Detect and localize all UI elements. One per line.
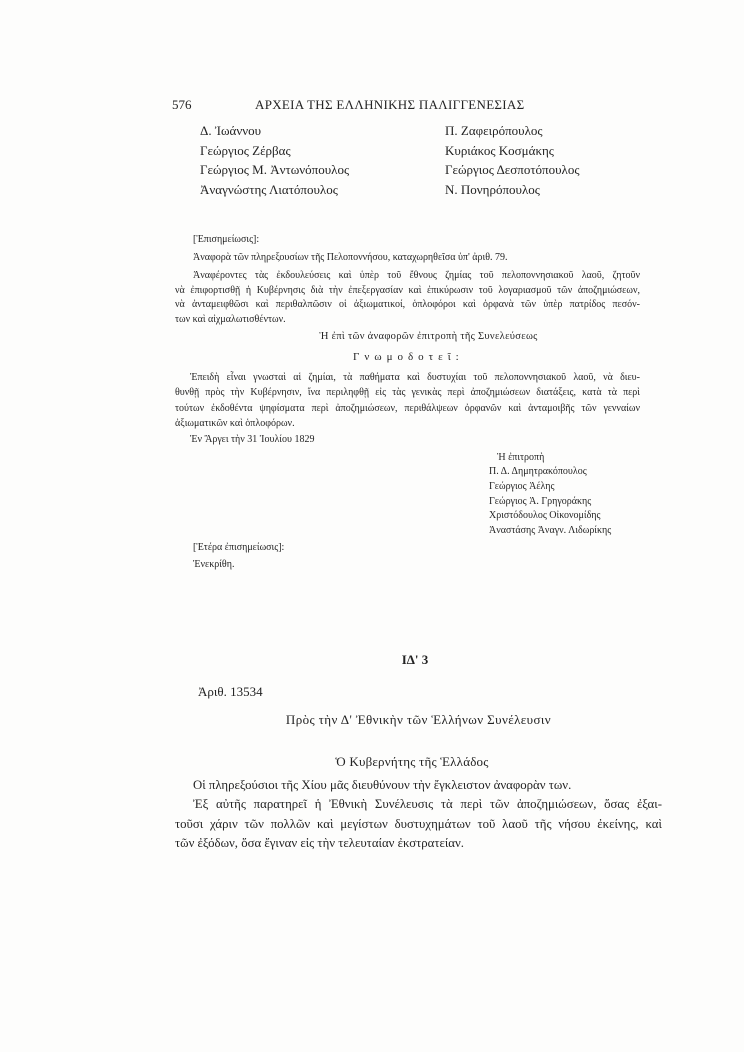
word: διευ- (620, 371, 640, 383)
word: τὰς (392, 387, 406, 399)
word: τῶν (557, 284, 573, 296)
word: τῶν (581, 402, 597, 414)
word: ἀνταμειφθῶσι (191, 299, 249, 311)
committee-member: Ἀναστάσης Ἀναγν. Λιδωρίκης (489, 525, 612, 537)
signatory-name: Π. Ζαφειρόπουλος (445, 123, 543, 138)
word: παθήματα (359, 371, 400, 383)
word: παρατηρεῖ (253, 797, 307, 812)
word: τῶν (520, 299, 537, 311)
word: ἔθνους (409, 270, 437, 281)
word: χάριν (210, 816, 238, 831)
summary-line (193, 269, 640, 284)
word: τὰ (440, 797, 453, 812)
word: κατὰ (582, 387, 602, 399)
word: καὶ (338, 270, 352, 281)
second-note-label: [Ἑτέρα ἐπισημείωσις]: (193, 542, 285, 553)
word: τοῦ (477, 816, 496, 831)
committee-heading: Ἡ ἐπὶ τῶν ἀναφορῶν ἐπιτροπὴ τῆς Συνελεύσεως (319, 331, 538, 342)
committee-member: Χριστόδουλος Οἰκονομίδης (489, 510, 601, 522)
committee-member: Γεώργιος Ἀέλης (489, 480, 555, 492)
committee-members (489, 465, 611, 539)
word: ἡ (314, 797, 322, 812)
word: ἡ (245, 284, 252, 296)
word: ψηφίσματα (259, 402, 305, 414)
word: διὰ (310, 284, 324, 296)
committee-opinion-paragraph (175, 370, 640, 432)
word: λαοῦ, (573, 371, 596, 383)
signatory-name: Ἀναγνώστης Λιατόπουλος (200, 181, 338, 197)
word: Ἐθνικὴ (329, 797, 368, 812)
word: καὶ (406, 371, 420, 383)
note-label: [Ἐπισημείωσις]: (193, 234, 260, 245)
word: διατάξεις, (536, 387, 577, 399)
signatory-name: Γεώργιος Ζέρβας (200, 142, 291, 158)
word: Ἐξ (193, 797, 209, 812)
second-note-text: Ἐνεκρίθη. (193, 559, 235, 570)
opinion-line (175, 401, 640, 417)
opinion-line: ἀξιωματικῶν καὶ ὁπλοφόρων. (175, 418, 295, 430)
word: περὶ (623, 387, 640, 399)
word: ὑπὲρ (543, 299, 563, 311)
signatory-name: Κυριάκος Κοσμάκης (445, 142, 554, 158)
word: καὶ (316, 816, 334, 831)
summary-line: των καὶ αἰχμαλωτισθέντων. (175, 314, 286, 326)
word: τούτων (175, 402, 205, 414)
word: εἶναι (226, 371, 246, 383)
running-title: ΑΡΧΕΙΑ ΤΗΣ ΕΛΛΗΝΙΚΗΣ ΠΑΛΙΓΓΕΝΕΣΙΑΣ (255, 97, 525, 112)
body-line: τῶν ἐξόδων, ὅσα ἔγιναν εἰς τὴν τελευταίαν ἐκστρατείαν. (175, 835, 464, 850)
opinion-line (175, 385, 640, 401)
word: ἐπικύρωσιν (427, 284, 474, 296)
word: νὰ (603, 371, 613, 383)
word: γνωσταὶ (253, 371, 287, 383)
word: πελοποννησιακοῦ (501, 270, 574, 281)
signatory-name: Γεώργιος Μ. Ἀντωνόπουλος (200, 162, 350, 178)
document-sender: Ὁ Κυβερνήτης τῆς Ἑλλάδος (335, 754, 489, 769)
word: τοῦ (479, 270, 494, 281)
word: δυστυχημάτων (394, 816, 471, 831)
word: περὶ (447, 387, 465, 399)
word: πολλῶν (270, 816, 311, 831)
word: καὶ (645, 816, 662, 831)
word: περὶ (311, 402, 329, 414)
summary-line (175, 284, 640, 299)
word: ἐκδοθέντα (211, 402, 253, 414)
word: Κυβέρνησις (256, 284, 305, 296)
word: καὶ (508, 402, 522, 414)
word: τὰ (607, 387, 617, 399)
word: αἱ (293, 371, 302, 383)
word: ἐκδουλεύσεις (276, 270, 331, 281)
word: ἐκείνης, (597, 816, 639, 831)
word: νήσου (558, 816, 591, 831)
word: γενναίων (603, 402, 640, 414)
word: ἐξαι- (636, 797, 662, 812)
word: ἀποζημιώσεων (470, 387, 531, 399)
word: ὁπλοφόροι (412, 299, 456, 311)
word: ἀνταμοιβῆς (528, 402, 575, 414)
word: δυστυχίαι (427, 371, 467, 383)
note-reference: Ἀναφορὰ τῶν πληρεξουσίων τῆς Πελοποννήσου, καταχωρηθεῖσα ὑπ' ἀριθ. 79. (193, 252, 508, 263)
signatory-name: Γεώργιος Δεσποτόπουλος (445, 162, 580, 178)
word: νὰ (175, 284, 185, 296)
committee-member: Π. Δ. Δημητρακόπουλος (489, 466, 587, 477)
body-line (175, 815, 662, 834)
word: λαοῦ, (581, 270, 605, 281)
document-number: Ἀριθ. 13534 (198, 684, 263, 699)
signatories-left-column (200, 121, 349, 199)
word: τῆς (534, 816, 552, 831)
word: τῶν (244, 816, 264, 831)
word: τὰ (343, 371, 353, 383)
word: πατρίδος (569, 299, 606, 311)
word: περιθαλπῶσιν (275, 299, 332, 311)
opinion-line (190, 370, 640, 386)
word: αὐτῆς (216, 797, 246, 812)
word: τοῦσι (175, 816, 204, 831)
word: ὑπὲρ (359, 270, 379, 281)
word: πελοποννησιακοῦ (494, 371, 567, 383)
word: πρὸς (205, 387, 225, 399)
word: καὶ (462, 299, 476, 311)
word: περὶ (460, 797, 483, 812)
word: ἀποζημιώσεων, (335, 402, 398, 414)
word: τὰς (254, 270, 269, 281)
word: ζημίαι, (308, 371, 336, 383)
word: ἐπεξεργασίαν (348, 284, 403, 296)
word: τῶν (489, 797, 510, 812)
word: περιθάλψεων (404, 402, 458, 414)
word: οἱ (338, 299, 347, 311)
word: τὴν (328, 284, 343, 296)
note-summary-paragraph (175, 269, 640, 328)
word: ἐπιφορτισθῇ (190, 284, 241, 296)
word: εἰς (375, 387, 387, 399)
word: γενικὰς (411, 387, 442, 399)
committee-member: Γεώργιος Ἀ. Γρηγοράκης (489, 495, 592, 507)
word: θυνθῇ (175, 387, 200, 399)
word: ὀρφανὰ (482, 299, 514, 311)
section-heading: ΙΔ' 3 (401, 652, 429, 667)
committee-verdict-label: Γνωμοδοτεῖ: (353, 351, 464, 363)
word: τοῦ (473, 371, 488, 383)
word: ὅσας (604, 797, 630, 812)
signatories-right-column (445, 121, 580, 199)
word: πεσόν- (612, 299, 640, 311)
signatory-name: Δ. Ἰωάννου (200, 123, 262, 138)
document-addressee: Πρὸς τὴν Δ' Ἐθνικὴν τῶν Ἑλλήνων Συνέλευσιν (285, 712, 552, 727)
word: Συνέλευσις (374, 797, 434, 812)
word: Κυβέρνησιν, (250, 387, 302, 399)
word: λογαριασμοῦ (498, 284, 552, 296)
word: λαοῦ (502, 816, 528, 831)
word: ζημίας (445, 270, 472, 281)
committee-signature-title: Ἡ ἐπιτροπὴ (497, 452, 545, 463)
body-line: Οἱ πληρεξούσιοι τῆς Χίου μᾶς διευθύνουν τὴν ἔγκλειστον ἀναφορὰν των. (193, 778, 572, 792)
word: τοῦ (478, 284, 493, 296)
word: νὰ (175, 299, 185, 311)
body-line (193, 795, 662, 814)
word: ἀποζημιώσεων, (516, 797, 597, 812)
word: Ἀναφέροντες (193, 270, 247, 281)
word: περιληφθῇ (326, 387, 370, 399)
word: ἀξιωματικοί, (353, 299, 406, 311)
word: ἀποζημιώσεων, (577, 284, 640, 296)
signatory-name: Ν. Πονηρόπουλος (445, 181, 540, 197)
word: τοῦ (387, 270, 402, 281)
word: ζητοῦν (612, 270, 640, 281)
word: καὶ (408, 284, 422, 296)
page-number: 576 (172, 97, 192, 112)
word: τὴν (230, 387, 245, 399)
word: καὶ (255, 299, 269, 311)
summary-line (175, 298, 640, 313)
word: Ἐπειδὴ (190, 371, 220, 383)
word: ἵνα (307, 387, 321, 399)
word: μεγίστων (340, 816, 388, 831)
document-body (175, 776, 662, 853)
opinion-date: Ἐν Ἄργει τὴν 31 Ἰουλίου 1829 (190, 434, 315, 445)
word: ὀρφανῶν (464, 402, 502, 414)
